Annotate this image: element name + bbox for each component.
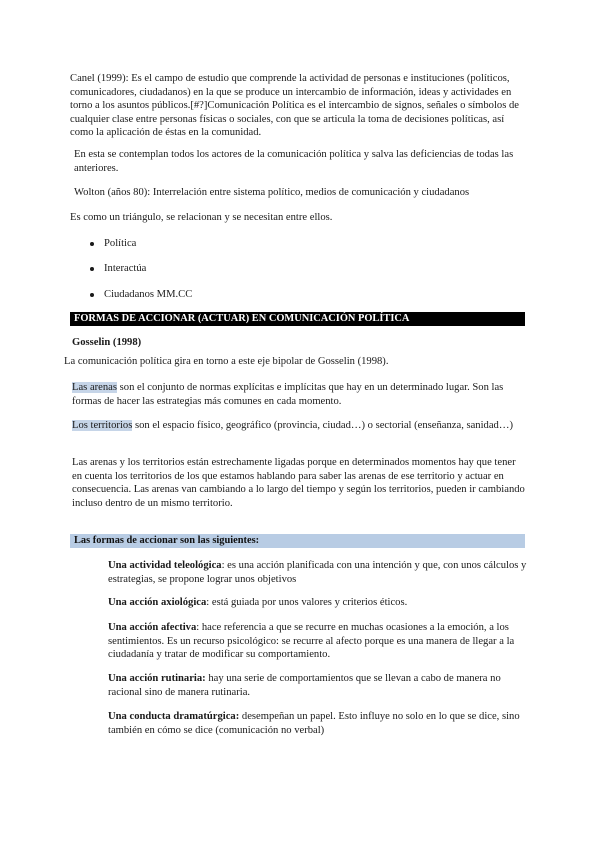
list-item-label: Política [104,238,137,249]
forma-description: hay una serie de comportamientos que se llevan a cabo de manera no racional sino de manera rutinaria. [108,673,501,698]
list-item-forma [108,596,528,610]
section-heading: FORMAS DE ACCIONAR (ACTUAR) EN COMUNICACIÓN POLÍTICA [70,312,525,326]
forma-description: : es una acción planificada con una intención y que, con unos cálculos y estrategias, se propone lograr unos objetivos [108,560,527,585]
term-territorios: Los territorios [72,420,133,431]
forma-description: : hace referencia a que se recurre en muchas ocasiones a la emoción, a los sentimientos. Es un recurso psicológico: se recurre al afecto porque es una manera de llegar a la ciudadanía y tratar de modificar su comportamiento. [108,622,515,661]
paragraph-arenas [72,381,528,408]
list-item-forma [108,710,528,737]
list-item-forma [108,559,528,586]
arenas-definition: son el conjunto de normas explícitas e implícitas que hay en un determinado lugar. Son las formas de hacer las estrategias más comunes en cada momento. [72,382,504,407]
paragraph-canel: Canel (1999): Es el campo de estudio que comprende la actividad de personas e instituciones (políticos, comunicadores, ciudadanos) en la que se produce un intercambio de información, ideas y actividades en torno a los asuntos públicos.[#?]Comunicación Política es el intercambio de signos, señales o símbolos de cualquier clase entre personas físicas o sociales, con que se articula la toma de decisiones políticas, así como la aplicación de éstas en la comunidad. [70,73,519,139]
paragraph-actores: En esta se contemplan todos los actores de la comunicación política y salva las deficiencias de todas las anteriores. [74,149,514,174]
forma-term: Una actividad teleológica [108,560,222,571]
list-item-forma [108,672,528,699]
list-item-forma [108,621,528,662]
forma-description: desempeñan un papel. Esto influye no solo en lo que se dice, sino también en cómo se dice (comunicación no verbal) [108,711,520,736]
forma-term: Una acción axiológica [108,597,207,608]
subheading-gosselin: Gosselin (1998) [72,337,142,348]
forma-term: Una acción afectiva [108,622,197,633]
forma-term: Una acción rutinaria: [108,673,206,684]
list-item-label: Ciudadanos MM.CC [104,289,193,300]
section-heading-formas: Las formas de accionar son las siguientes: [70,534,525,548]
paragraph-triangulo: Es como un triángulo, se relacionan y se necesitan entre ellos. [70,212,333,223]
forma-term: Una conducta dramatúrgica: [108,711,240,722]
list-item-label: Interactúa [104,263,147,274]
bullet-icon [90,242,94,246]
paragraph-territorios [72,419,528,433]
paragraph-wolton: Wolton (años 80): Interrelación entre sistema político, medios de comunicación y ciudadanos [74,187,470,198]
paragraph-arenas-territorios: Las arenas y los territorios están estrechamente ligadas porque en determinados momentos hay que tener en cuenta los territorios de los que estamos hablando para saber las arenas de ese territorio y actuar en consecuencia. Las arenas van cambiando a lo largo del tiempo y según los territorios, pueden ir cambiando incluso dentro de un mismo territorio. [72,457,525,509]
bullet-icon [90,267,94,271]
bullet-icon [90,293,94,297]
forma-description: : está guiada por unos valores y criterios éticos. [206,597,408,608]
paragraph-eje-bipolar: La comunicación política gira en torno a este eje bipolar de Gosselin (1998). [64,356,389,367]
term-arenas: Las arenas [72,382,117,393]
territorios-definition: son el espacio físico, geográfico (provincia, ciudad…) o sectorial (enseñanza, sanidad…) [132,420,513,431]
